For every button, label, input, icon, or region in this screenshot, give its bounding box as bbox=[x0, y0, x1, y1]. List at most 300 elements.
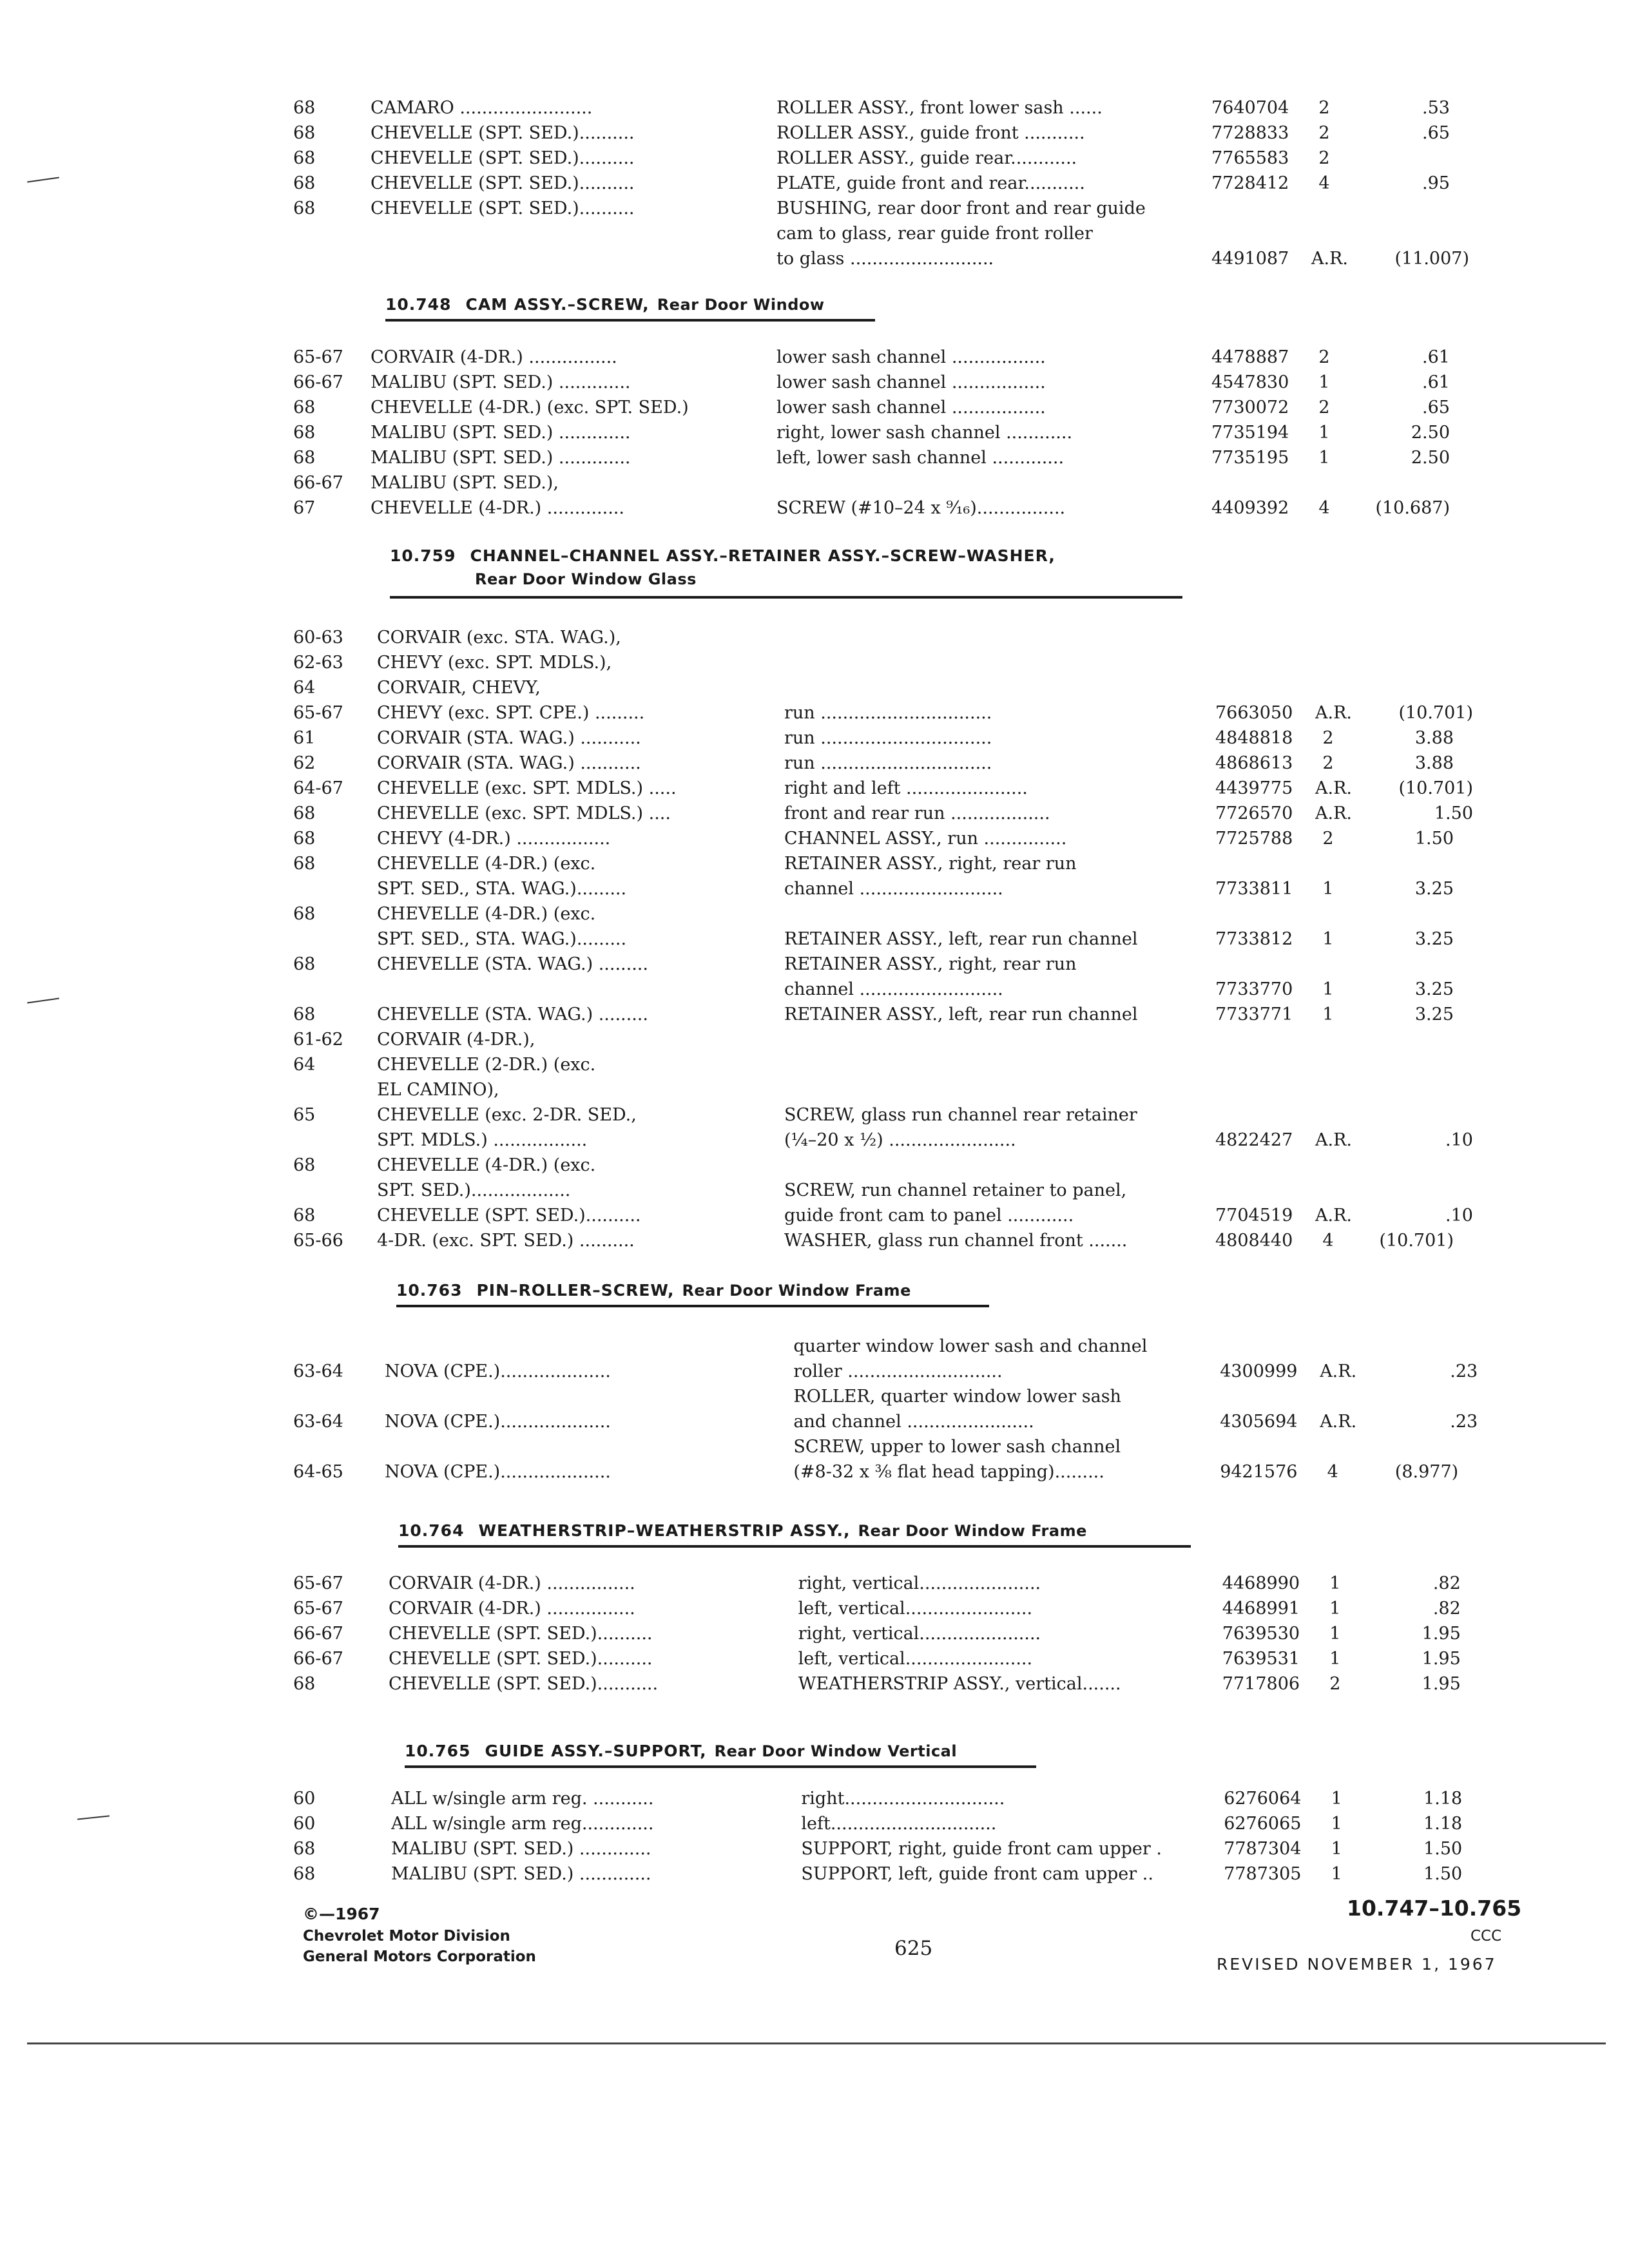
parts-row bbox=[0, 851, 1629, 877]
row-price: 1.18 bbox=[1423, 1814, 1463, 1834]
row-description: ROLLER ASSY., front lower sash ...... bbox=[776, 98, 1103, 118]
row-model: CHEVELLE (4-DR.) (exc. bbox=[377, 1155, 596, 1175]
row-part-number: 4822427 bbox=[1215, 1130, 1293, 1150]
parts-row bbox=[0, 801, 1629, 827]
row-model: CHEVELLE (4-DR.) .............. bbox=[371, 498, 624, 518]
parts-row bbox=[0, 751, 1629, 776]
row-quantity: 1 bbox=[1329, 1649, 1341, 1669]
row-description: left, vertical....................... bbox=[798, 1599, 1033, 1619]
parts-row bbox=[0, 221, 1629, 247]
parts-row bbox=[0, 470, 1629, 496]
parts-row bbox=[0, 726, 1629, 751]
row-price: 1.50 bbox=[1414, 829, 1454, 849]
parts-row bbox=[0, 1384, 1629, 1410]
row-description: BUSHING, rear door front and rear guide bbox=[776, 198, 1146, 218]
row-part-number: 9421576 bbox=[1220, 1462, 1298, 1482]
row-quantity: 2 bbox=[1322, 829, 1334, 849]
row-quantity: 4 bbox=[1318, 498, 1330, 518]
parts-row bbox=[0, 826, 1629, 852]
row-year: 66-67 bbox=[293, 1624, 343, 1644]
row-year: 66-67 bbox=[293, 1649, 343, 1669]
row-description: left, lower sash channel ............. bbox=[776, 448, 1065, 468]
row-model: ALL w/single arm reg. ........... bbox=[391, 1789, 654, 1809]
row-year: 64 bbox=[293, 678, 316, 698]
row-part-number: 7733771 bbox=[1215, 1004, 1293, 1024]
row-description: ROLLER ASSY., guide rear............ bbox=[776, 148, 1077, 168]
row-price: .61 bbox=[1422, 372, 1450, 392]
row-description: lower sash channel ................. bbox=[776, 347, 1046, 367]
row-part-number: 7733812 bbox=[1215, 929, 1293, 949]
row-description: roller ............................ bbox=[793, 1361, 1003, 1381]
parts-row bbox=[0, 1596, 1629, 1622]
parts-row bbox=[0, 1811, 1629, 1837]
row-model: CHEVELLE (exc. SPT. MDLS.) .... bbox=[377, 803, 671, 823]
section-number: 10.748 bbox=[385, 295, 452, 314]
row-year: 68 bbox=[293, 1864, 316, 1884]
section-underline bbox=[390, 596, 1182, 599]
parts-row bbox=[0, 246, 1629, 272]
parts-row bbox=[0, 1359, 1629, 1385]
section-subtitle: Rear Door Window Frame bbox=[858, 1522, 1087, 1540]
row-part-number: 4300999 bbox=[1220, 1361, 1298, 1381]
row-description: lower sash channel ................. bbox=[776, 372, 1046, 392]
row-price: .65 bbox=[1422, 123, 1450, 143]
row-price: .53 bbox=[1422, 98, 1450, 118]
row-model: MALIBU (SPT. SED.) ............. bbox=[371, 372, 631, 392]
row-year: 65-67 bbox=[293, 1573, 343, 1593]
row-model: SPT. SED., STA. WAG.)......... bbox=[377, 929, 627, 949]
row-year: 67 bbox=[293, 498, 316, 518]
row-part-number: 7726570 bbox=[1215, 803, 1293, 823]
footer-code: CCC bbox=[1470, 1928, 1502, 1945]
parts-row bbox=[0, 776, 1629, 802]
row-quantity: 1 bbox=[1329, 1624, 1341, 1644]
section-number: 10.765 bbox=[405, 1742, 471, 1760]
row-model: SPT. MDLS.) ................. bbox=[377, 1130, 588, 1150]
parts-row bbox=[0, 196, 1629, 222]
row-model: CORVAIR, CHEVY, bbox=[377, 678, 541, 698]
row-quantity: 1 bbox=[1318, 423, 1330, 443]
row-model: CORVAIR (4-DR.), bbox=[377, 1030, 535, 1050]
parts-row bbox=[0, 171, 1629, 197]
section-header bbox=[390, 544, 1055, 591]
row-quantity: A.R. bbox=[1320, 1412, 1357, 1432]
row-description: SUPPORT, right, guide front cam upper . bbox=[801, 1839, 1162, 1859]
row-model: CHEVELLE (SPT. SED.).......... bbox=[389, 1624, 653, 1644]
section-header bbox=[385, 293, 825, 316]
parts-row bbox=[0, 927, 1629, 952]
section-number: 10.763 bbox=[396, 1281, 463, 1300]
parts-row bbox=[0, 445, 1629, 471]
row-price: .82 bbox=[1432, 1599, 1461, 1619]
parts-row bbox=[0, 650, 1629, 676]
row-description: (¼–20 x ½) ....................... bbox=[784, 1130, 1016, 1150]
section-number: 10.759 bbox=[390, 546, 456, 565]
row-year: 64-65 bbox=[293, 1462, 343, 1482]
row-model: CHEVELLE (SPT. SED.).......... bbox=[371, 198, 635, 218]
section-underline bbox=[405, 1765, 1036, 1768]
row-model: MALIBU (SPT. SED.) ............. bbox=[371, 448, 631, 468]
row-year: 66-67 bbox=[293, 372, 343, 392]
row-part-number: 4305694 bbox=[1220, 1412, 1298, 1432]
row-year: 68 bbox=[293, 123, 316, 143]
row-model: CHEVY (exc. SPT. CPE.) ......... bbox=[377, 703, 645, 723]
row-model: CHEVY (exc. SPT. MDLS.), bbox=[377, 653, 612, 673]
row-model: CHEVELLE (4-DR.) (exc. bbox=[377, 854, 596, 874]
row-price: 1.95 bbox=[1422, 1649, 1461, 1669]
parts-row bbox=[0, 1861, 1629, 1887]
row-year: 65-67 bbox=[293, 1599, 343, 1619]
row-price: 3.88 bbox=[1414, 753, 1454, 773]
row-price: 3.88 bbox=[1414, 728, 1454, 748]
row-price: 3.25 bbox=[1414, 879, 1454, 899]
row-year: 68 bbox=[293, 904, 316, 924]
row-description: left.............................. bbox=[801, 1814, 997, 1834]
row-price: 3.25 bbox=[1414, 1004, 1454, 1024]
row-description: WASHER, glass run channel front ....... bbox=[784, 1231, 1128, 1251]
section-header bbox=[405, 1740, 957, 1763]
row-quantity: 1 bbox=[1331, 1814, 1342, 1834]
row-part-number: 7733811 bbox=[1215, 879, 1293, 899]
row-description: right, lower sash channel ............ bbox=[776, 423, 1073, 443]
parts-row bbox=[0, 1434, 1629, 1460]
parts-row bbox=[0, 420, 1629, 446]
parts-row bbox=[0, 120, 1629, 146]
row-description: RETAINER ASSY., right, rear run bbox=[784, 854, 1077, 874]
row-price: (10.687) bbox=[1375, 498, 1450, 518]
row-year: 60-63 bbox=[293, 628, 343, 648]
row-model: CORVAIR (4-DR.) ................ bbox=[371, 347, 617, 367]
row-price: .82 bbox=[1432, 1573, 1461, 1593]
parts-row bbox=[0, 370, 1629, 396]
row-price: 3.25 bbox=[1414, 929, 1454, 949]
row-quantity: 1 bbox=[1329, 1599, 1341, 1619]
row-year: 63-64 bbox=[293, 1412, 343, 1432]
row-quantity: 2 bbox=[1318, 98, 1330, 118]
row-price: 1.50 bbox=[1423, 1839, 1463, 1859]
row-model: MALIBU (SPT. SED.) ............. bbox=[371, 423, 631, 443]
row-quantity: 1 bbox=[1329, 1573, 1341, 1593]
row-year: 65-66 bbox=[293, 1231, 343, 1251]
row-part-number: 4848818 bbox=[1215, 728, 1293, 748]
section-subtitle: Rear Door Window Vertical bbox=[714, 1742, 958, 1760]
row-year: 68 bbox=[293, 148, 316, 168]
row-quantity: 1 bbox=[1331, 1789, 1342, 1809]
row-price: .95 bbox=[1422, 173, 1450, 193]
row-year: 68 bbox=[293, 423, 316, 443]
row-year: 62 bbox=[293, 753, 316, 773]
row-model: CHEVELLE (4-DR.) (exc. bbox=[377, 904, 596, 924]
parts-row bbox=[0, 146, 1629, 171]
row-price: 3.25 bbox=[1414, 979, 1454, 999]
parts-row bbox=[0, 1203, 1629, 1229]
section-title: WEATHERSTRIP–WEATHERSTRIP ASSY., bbox=[478, 1521, 851, 1540]
row-model: SPT. SED., STA. WAG.)......... bbox=[377, 879, 627, 899]
row-description: channel .......................... bbox=[784, 979, 1003, 999]
row-model: CHEVELLE (STA. WAG.) ......... bbox=[377, 954, 648, 974]
parts-row bbox=[0, 1671, 1629, 1697]
parts-row bbox=[0, 1153, 1629, 1178]
row-description: left, vertical....................... bbox=[798, 1649, 1033, 1669]
parts-row bbox=[0, 977, 1629, 1003]
row-quantity: A.R. bbox=[1315, 1130, 1352, 1150]
section-underline bbox=[385, 319, 875, 322]
section-title: CAM ASSY.–SCREW, bbox=[465, 295, 650, 314]
row-description: guide front cam to panel ............ bbox=[784, 1206, 1074, 1225]
row-model: CHEVELLE (SPT. SED.).......... bbox=[371, 173, 635, 193]
row-year: 65-67 bbox=[293, 347, 343, 367]
row-price: (8.977) bbox=[1394, 1462, 1459, 1482]
parts-row bbox=[0, 95, 1629, 121]
row-year: 63-64 bbox=[293, 1361, 343, 1381]
row-model: MALIBU (SPT. SED.), bbox=[371, 473, 559, 493]
row-year: 60 bbox=[293, 1814, 316, 1834]
row-quantity: 4 bbox=[1322, 1231, 1334, 1251]
parts-row bbox=[0, 1646, 1629, 1672]
row-model: SPT. SED.).................. bbox=[377, 1180, 571, 1200]
row-quantity: 2 bbox=[1329, 1674, 1341, 1694]
parts-row bbox=[0, 345, 1629, 370]
row-year: 65-67 bbox=[293, 703, 343, 723]
row-part-number: 7730072 bbox=[1211, 398, 1289, 418]
row-year: 68 bbox=[293, 954, 316, 974]
parts-row bbox=[0, 901, 1629, 927]
row-model: MALIBU (SPT. SED.) ............. bbox=[391, 1864, 651, 1884]
row-quantity: 2 bbox=[1318, 148, 1330, 168]
section-header bbox=[398, 1519, 1087, 1542]
row-year: 68 bbox=[293, 1839, 316, 1859]
row-description: run ............................... bbox=[784, 703, 992, 723]
row-quantity: 2 bbox=[1318, 347, 1330, 367]
row-year: 68 bbox=[293, 173, 316, 193]
row-model: NOVA (CPE.).................... bbox=[385, 1462, 611, 1482]
row-description: ROLLER ASSY., guide front ........... bbox=[776, 123, 1085, 143]
row-model: CAMARO ........................ bbox=[371, 98, 593, 118]
row-part-number: 4409392 bbox=[1211, 498, 1289, 518]
row-model: CHEVELLE (SPT. SED.).......... bbox=[371, 148, 635, 168]
row-model: NOVA (CPE.).................... bbox=[385, 1412, 611, 1432]
parts-row bbox=[0, 700, 1629, 726]
row-year: 64-67 bbox=[293, 778, 343, 798]
row-description: SCREW (#10–24 x ⁹⁄₁₆)................ bbox=[776, 498, 1066, 518]
row-price: .10 bbox=[1445, 1130, 1473, 1150]
row-model: CHEVELLE (SPT. SED.).......... bbox=[377, 1206, 641, 1225]
parts-row bbox=[0, 1409, 1629, 1435]
row-part-number: 4468991 bbox=[1222, 1599, 1300, 1619]
row-quantity: A.R. bbox=[1320, 1361, 1357, 1381]
row-model: CORVAIR (STA. WAG.) ........... bbox=[377, 728, 641, 748]
row-description: ROLLER, quarter window lower sash bbox=[793, 1387, 1121, 1407]
row-price: 1.50 bbox=[1423, 1864, 1463, 1884]
row-description: WEATHERSTRIP ASSY., vertical....... bbox=[798, 1674, 1121, 1694]
row-model: MALIBU (SPT. SED.) ............. bbox=[391, 1839, 651, 1859]
row-part-number: 7640704 bbox=[1211, 98, 1289, 118]
row-quantity: 1 bbox=[1331, 1864, 1342, 1884]
row-model: CHEVELLE (4-DR.) (exc. SPT. SED.) bbox=[371, 398, 689, 418]
row-price: 1.18 bbox=[1423, 1789, 1463, 1809]
row-year: 68 bbox=[293, 398, 316, 418]
row-model: CHEVY (4-DR.) ................. bbox=[377, 829, 611, 849]
row-model: CHEVELLE (2-DR.) (exc. bbox=[377, 1055, 596, 1075]
row-year: 68 bbox=[293, 1674, 316, 1694]
row-part-number: 7663050 bbox=[1215, 703, 1293, 723]
row-model: EL CAMINO), bbox=[377, 1080, 499, 1100]
section-underline bbox=[398, 1545, 1191, 1548]
row-year: 65 bbox=[293, 1105, 316, 1125]
parts-row bbox=[0, 495, 1629, 521]
parts-row bbox=[0, 1571, 1629, 1597]
row-year: 68 bbox=[293, 854, 316, 874]
section-title: CHANNEL–CHANNEL ASSY.–RETAINER ASSY.–SCREW–WASHER, bbox=[470, 546, 1055, 565]
row-description: right, vertical...................... bbox=[798, 1624, 1041, 1644]
row-year: 60 bbox=[293, 1789, 316, 1809]
row-part-number: 7725788 bbox=[1215, 829, 1293, 849]
row-part-number: 7728833 bbox=[1211, 123, 1289, 143]
parts-row bbox=[0, 1077, 1629, 1103]
row-price: 1.50 bbox=[1434, 803, 1473, 823]
row-model: CHEVELLE (exc. SPT. MDLS.) ..... bbox=[377, 778, 677, 798]
row-description: SCREW, glass run channel rear retainer bbox=[784, 1105, 1137, 1125]
row-description: right, vertical...................... bbox=[798, 1573, 1041, 1593]
footer-division: Chevrolet Motor Division bbox=[303, 1928, 510, 1945]
row-part-number: 4808440 bbox=[1215, 1231, 1293, 1251]
row-model: CORVAIR (STA. WAG.) ........... bbox=[377, 753, 641, 773]
row-quantity: 2 bbox=[1318, 123, 1330, 143]
row-part-number: 7717806 bbox=[1222, 1674, 1300, 1694]
row-description: CHANNEL ASSY., run ............... bbox=[784, 829, 1067, 849]
parts-row bbox=[0, 1027, 1629, 1053]
row-quantity: A.R. bbox=[1315, 1206, 1352, 1225]
row-part-number: 4439775 bbox=[1215, 778, 1293, 798]
parts-row bbox=[0, 395, 1629, 421]
row-model: CORVAIR (4-DR.) ................ bbox=[389, 1599, 635, 1619]
parts-row bbox=[0, 1002, 1629, 1028]
row-part-number: 4547830 bbox=[1211, 372, 1289, 392]
row-model: CHEVELLE (exc. 2-DR. SED., bbox=[377, 1105, 637, 1125]
section-underline bbox=[396, 1305, 989, 1307]
row-year: 66-67 bbox=[293, 473, 343, 493]
row-year: 68 bbox=[293, 448, 316, 468]
row-price: .23 bbox=[1450, 1361, 1478, 1381]
parts-row bbox=[0, 1786, 1629, 1812]
row-price: .61 bbox=[1422, 347, 1450, 367]
parts-row bbox=[0, 1621, 1629, 1647]
row-part-number: 7787305 bbox=[1224, 1864, 1302, 1884]
row-model: NOVA (CPE.).................... bbox=[385, 1361, 611, 1381]
row-description: RETAINER ASSY., left, rear run channel bbox=[784, 929, 1138, 949]
row-description: and channel ....................... bbox=[793, 1412, 1034, 1432]
row-description: right............................. bbox=[801, 1789, 1005, 1809]
row-part-number: 7735195 bbox=[1211, 448, 1289, 468]
parts-row bbox=[0, 1334, 1629, 1360]
row-quantity: 2 bbox=[1322, 728, 1334, 748]
row-price: .65 bbox=[1422, 398, 1450, 418]
row-part-number: 6276064 bbox=[1224, 1789, 1302, 1809]
row-description: RETAINER ASSY., left, rear run channel bbox=[784, 1004, 1138, 1024]
row-description: channel .......................... bbox=[784, 879, 1003, 899]
row-part-number: 7733770 bbox=[1215, 979, 1293, 999]
row-quantity: 1 bbox=[1322, 879, 1334, 899]
row-quantity: A.R. bbox=[1315, 778, 1352, 798]
row-year: 68 bbox=[293, 98, 316, 118]
row-part-number: 4868613 bbox=[1215, 753, 1293, 773]
parts-row bbox=[0, 876, 1629, 902]
row-part-number: 4491087 bbox=[1211, 249, 1289, 269]
row-quantity: 2 bbox=[1318, 398, 1330, 418]
row-price: 2.50 bbox=[1411, 423, 1450, 443]
row-description: to glass .......................... bbox=[776, 249, 994, 269]
row-year: 68 bbox=[293, 829, 316, 849]
section-subtitle: Rear Door Window Frame bbox=[682, 1282, 911, 1300]
row-part-number: 7765583 bbox=[1211, 148, 1289, 168]
page-number: 625 bbox=[894, 1937, 933, 1960]
row-price: 2.50 bbox=[1411, 448, 1450, 468]
row-model: CORVAIR (4-DR.) ................ bbox=[389, 1573, 635, 1593]
row-description: run ............................... bbox=[784, 728, 992, 748]
row-model: CHEVELLE (SPT. SED.)........... bbox=[389, 1674, 659, 1694]
row-description: SCREW, run channel retainer to panel, bbox=[784, 1180, 1127, 1200]
footer-copyright: ©—1967 bbox=[303, 1905, 380, 1923]
row-quantity: 1 bbox=[1318, 448, 1330, 468]
row-quantity: 1 bbox=[1322, 929, 1334, 949]
row-price: 1.95 bbox=[1422, 1624, 1461, 1644]
section-subtitle: Rear Door Window Glass bbox=[475, 570, 697, 588]
row-price: (10.701) bbox=[1398, 778, 1473, 798]
row-quantity: 4 bbox=[1318, 173, 1330, 193]
row-year: 68 bbox=[293, 1206, 316, 1225]
row-description: SCREW, upper to lower sash channel bbox=[793, 1437, 1121, 1457]
row-year: 61 bbox=[293, 728, 316, 748]
row-part-number: 7704519 bbox=[1215, 1206, 1293, 1225]
section-title: PIN–ROLLER–SCREW, bbox=[476, 1281, 675, 1300]
row-year: 62-63 bbox=[293, 653, 343, 673]
row-description: SUPPORT, left, guide front cam upper .. bbox=[801, 1864, 1153, 1884]
row-quantity: A.R. bbox=[1315, 803, 1352, 823]
row-model: CHEVELLE (STA. WAG.) ......... bbox=[377, 1004, 648, 1024]
row-price: .10 bbox=[1445, 1206, 1473, 1225]
row-quantity: 1 bbox=[1331, 1839, 1342, 1859]
row-year: 68 bbox=[293, 1155, 316, 1175]
row-quantity: 2 bbox=[1322, 753, 1334, 773]
row-model: CHEVELLE (SPT. SED.).......... bbox=[371, 123, 635, 143]
row-part-number: 6276065 bbox=[1224, 1814, 1302, 1834]
row-year: 64 bbox=[293, 1055, 316, 1075]
row-description: RETAINER ASSY., right, rear run bbox=[784, 954, 1077, 974]
row-description: right and left ...................... bbox=[784, 778, 1028, 798]
row-year: 68 bbox=[293, 803, 316, 823]
row-price: (10.701) bbox=[1398, 703, 1473, 723]
row-part-number: 7735194 bbox=[1211, 423, 1289, 443]
row-price: (11.007) bbox=[1394, 249, 1469, 269]
revised-date: REVISED NOVEMBER 1, 1967 bbox=[1217, 1955, 1497, 1974]
footer-corporation: General Motors Corporation bbox=[303, 1948, 536, 1965]
row-part-number: 4468990 bbox=[1222, 1573, 1300, 1593]
row-description: (#8-32 x ⅜ flat head tapping)......... bbox=[793, 1462, 1104, 1482]
row-description: run ............................... bbox=[784, 753, 992, 773]
parts-row bbox=[0, 952, 1629, 977]
parts-row bbox=[0, 1836, 1629, 1862]
row-price: (10.701) bbox=[1379, 1231, 1454, 1251]
row-description: cam to glass, rear guide front roller bbox=[776, 224, 1093, 244]
section-header bbox=[396, 1279, 911, 1302]
row-year: 68 bbox=[293, 1004, 316, 1024]
row-quantity: 4 bbox=[1327, 1462, 1338, 1482]
row-description: lower sash channel ................. bbox=[776, 398, 1046, 418]
row-part-number: 7639531 bbox=[1222, 1649, 1300, 1669]
parts-row bbox=[0, 1459, 1629, 1485]
parts-row bbox=[0, 1128, 1629, 1153]
section-range: 10.747–10.765 bbox=[1347, 1896, 1522, 1921]
